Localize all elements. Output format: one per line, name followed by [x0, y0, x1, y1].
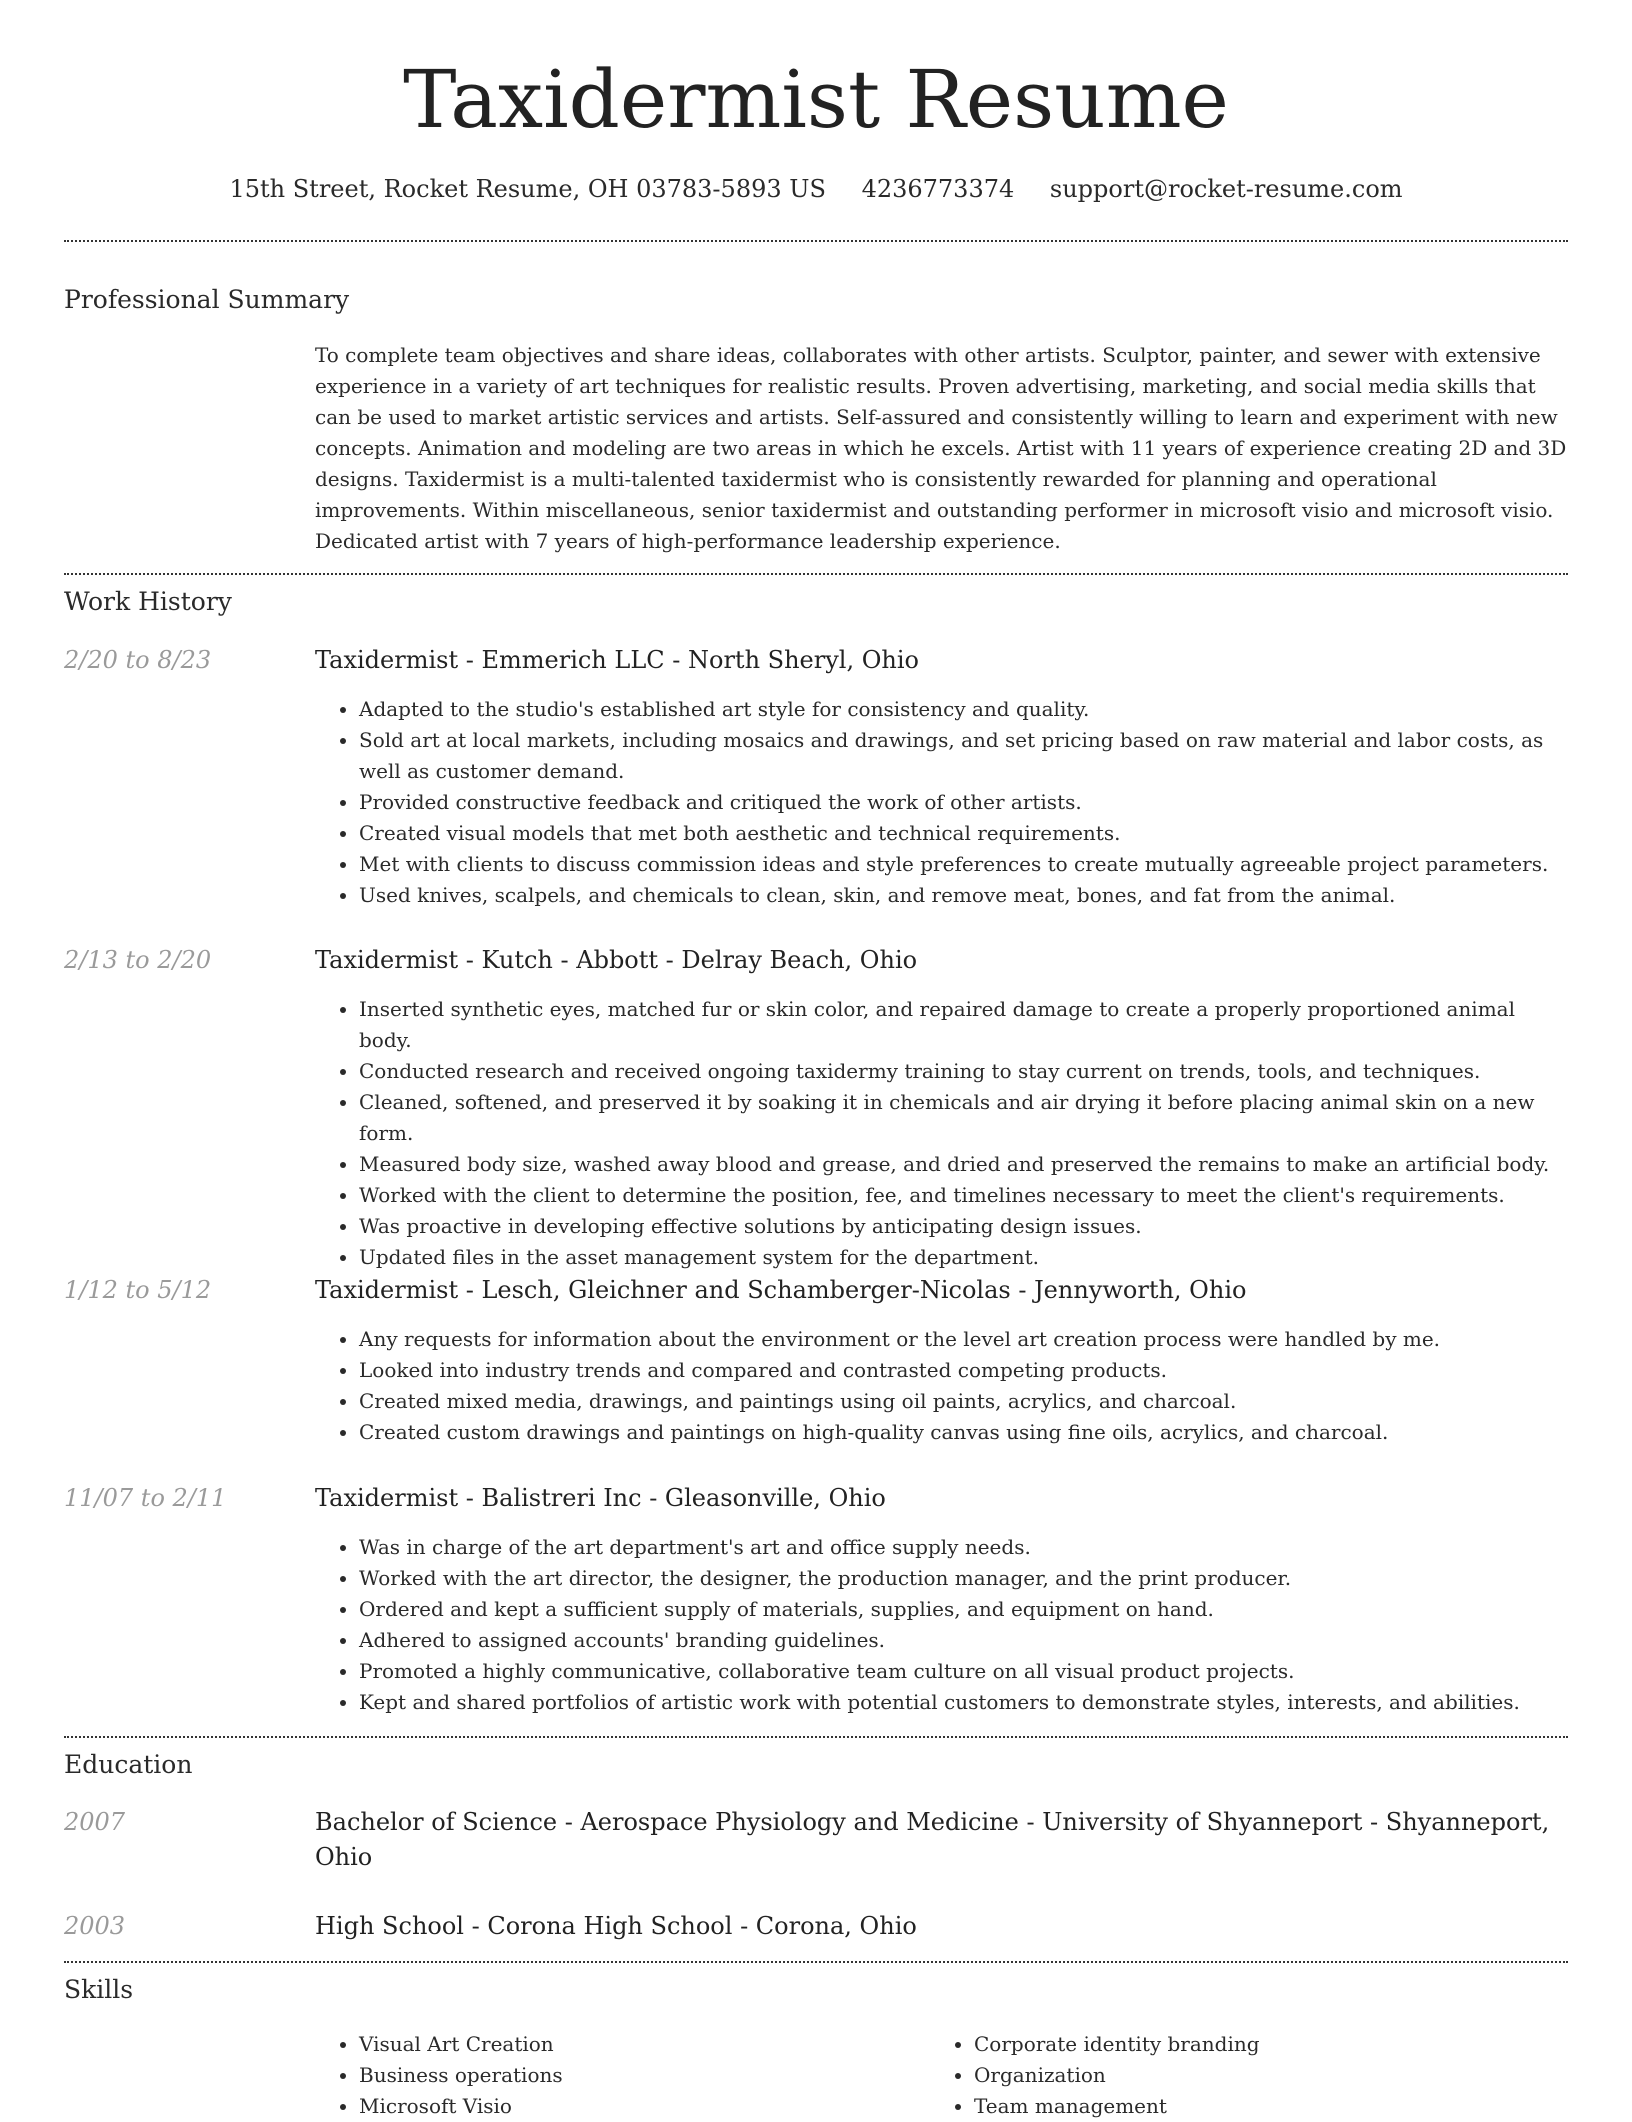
job-bullet: • Any requests for information about the environment or the level art creation process were handled by me. — [359, 1324, 1568, 1355]
job-bullet: • Created visual models that met both aesthetic and technical requirements. — [359, 818, 1568, 849]
skills-list-left — [315, 2029, 915, 2122]
job-bullets — [315, 694, 1568, 911]
job-role: Taxidermist — [315, 1484, 459, 1512]
skill-item: • Organization — [974, 2060, 1530, 2091]
job-bullets — [315, 994, 1568, 1273]
section-divider — [64, 1961, 1568, 1963]
education-entry — [315, 1909, 1568, 1944]
job-bullet: • Measured body size, washed away blood and grease, and dried and preserved the remains to make an artificial body. — [359, 1149, 1568, 1180]
job-role: Taxidermist — [315, 1276, 459, 1304]
job-bullet: • Sold art at local markets, including mosaics and drawings, and set pricing based on raw material and labor costs, as well as customer demand. — [359, 725, 1568, 787]
job-bullet: • Inserted synthetic eyes, matched fur or skin color, and repaired damage to create a properly proportioned animal body. — [359, 994, 1568, 1056]
job-bullet: • Promoted a highly communicative, collaborative team culture on all visual product projects. — [359, 1656, 1568, 1687]
skill-item: • Corporate identity branding — [974, 2029, 1530, 2060]
skills-list-right — [930, 2029, 1530, 2122]
contact-address: 15th Street, Rocket Resume, OH 03783-5893 US — [229, 175, 826, 203]
job-bullets — [315, 1532, 1568, 1718]
education-heading: Education — [64, 1750, 193, 1779]
skill-item: • Team management — [974, 2091, 1530, 2122]
job-dates: 1/12 to 5/12 — [64, 1276, 212, 1304]
job-bullet: • Created mixed media, drawings, and paintings using oil paints, acrylics, and charcoal. — [359, 1386, 1568, 1417]
skill-item: • Microsoft Visio — [359, 2091, 915, 2122]
job-dates: 2/20 to 8/23 — [64, 646, 212, 674]
section-divider — [64, 573, 1568, 575]
job-bullet: • Worked with the client to determine the position, fee, and timelines necessary to meet the client's requirements. — [359, 1180, 1568, 1211]
job-employer: - Balistreri Inc - Gleasonville, Ohio — [458, 1484, 886, 1512]
job-bullet: • Cleaned, softened, and preserved it by soaking it in chemicals and air drying it before placing animal skin on a new form. — [359, 1087, 1568, 1149]
job-title — [315, 943, 1568, 978]
job-title — [315, 643, 1568, 678]
job-bullet: • Worked with the art director, the designer, the production manager, and the print producer. — [359, 1563, 1568, 1594]
skill-item: • Business operations — [359, 2060, 915, 2091]
education-school: - University of Shyanneport - Shyanneport, Ohio — [315, 1808, 1550, 1871]
job-bullet: • Kept and shared portfolios of artistic work with potential customers to demonstrate styles, interests, and abilities. — [359, 1687, 1568, 1718]
contact-phone: 4236773374 — [861, 175, 1015, 203]
education-entry — [315, 1805, 1568, 1875]
job-title — [315, 1481, 1568, 1516]
job-bullet: • Conducted research and received ongoing taxidermy training to stay current on trends, tools, and techniques. — [359, 1056, 1568, 1087]
education-degree: High School — [315, 1912, 464, 1940]
summary-text: To complete team objectives and share ideas, collaborates with other artists. Sculptor, painter, and sewer with extensive experience in a variety of art techniques for realistic results. Proven advertising, marketing, and social media skills that can be used to market artistic services and artists. Self-assured and consistently willing to learn and experiment with new concepts. Animation and modeling are two areas in which he excels. Artist with 11 years of experience creating 2D and 3D designs. Taxidermist is a multi-talented taxidermist who is consistently rewarded for planning and operational improvements. Within miscellaneous, senior taxidermist and outstanding performer in microsoft visio and microsoft visio. Dedicated artist with 7 years of high-performance leadership experience. — [315, 343, 1567, 553]
job-bullet: • Ordered and kept a sufficient supply of materials, supplies, and equipment on hand. — [359, 1594, 1568, 1625]
job-bullet: • Created custom drawings and paintings on high-quality canvas using fine oils, acrylics, and charcoal. — [359, 1417, 1568, 1448]
skills-heading: Skills — [64, 1975, 134, 2004]
job-employer: - Kutch - Abbott - Delray Beach, Ohio — [458, 946, 918, 974]
skill-item: • Visual Art Creation — [359, 2029, 915, 2060]
contact-email: support@rocket-resume.com — [1049, 175, 1403, 203]
job-dates: 11/07 to 2/11 — [64, 1484, 227, 1512]
job-bullet: • Adhered to assigned accounts' branding guidelines. — [359, 1625, 1568, 1656]
job-title — [315, 1273, 1568, 1308]
job-dates: 2/13 to 2/20 — [64, 946, 212, 974]
job-bullet: • Met with clients to discuss commission ideas and style preferences to create mutually agreeable project parameters. — [359, 849, 1568, 880]
job-bullet: • Was in charge of the art department's art and office supply needs. — [359, 1532, 1568, 1563]
resume-title: Taxidermist Resume — [403, 53, 1229, 146]
section-divider — [64, 1736, 1568, 1738]
education-year: 2003 — [64, 1912, 126, 1940]
job-employer: - Emmerich LLC - North Sheryl, Ohio — [458, 646, 919, 674]
work-history-heading: Work History — [64, 587, 232, 616]
job-bullet: • Used knives, scalpels, and chemicals to clean, skin, and remove meat, bones, and fat from the animal. — [359, 880, 1568, 911]
job-bullet: • Adapted to the studio's established art style for consistency and quality. — [359, 694, 1568, 725]
summary-heading: Professional Summary — [64, 285, 350, 314]
job-bullet: • Was proactive in developing effective solutions by anticipating design issues. — [359, 1211, 1568, 1242]
job-bullets — [315, 1324, 1568, 1448]
job-bullet: • Updated files in the asset management system for the department. — [359, 1242, 1568, 1273]
job-role: Taxidermist — [315, 946, 459, 974]
job-bullet: • Provided constructive feedback and critiqued the work of other artists. — [359, 787, 1568, 818]
job-bullet: • Looked into industry trends and compared and contrasted competing products. — [359, 1355, 1568, 1386]
job-employer: - Lesch, Gleichner and Schamberger-Nicolas - Jennyworth, Ohio — [458, 1276, 1247, 1304]
section-divider — [64, 240, 1568, 242]
job-role: Taxidermist — [315, 646, 459, 674]
education-year: 2007 — [64, 1808, 126, 1836]
contact-line — [64, 170, 1568, 208]
education-degree: Bachelor of Science - Aerospace Physiology and Medicine — [315, 1808, 1019, 1836]
education-school: - Corona High School - Corona, Ohio — [463, 1912, 917, 1940]
